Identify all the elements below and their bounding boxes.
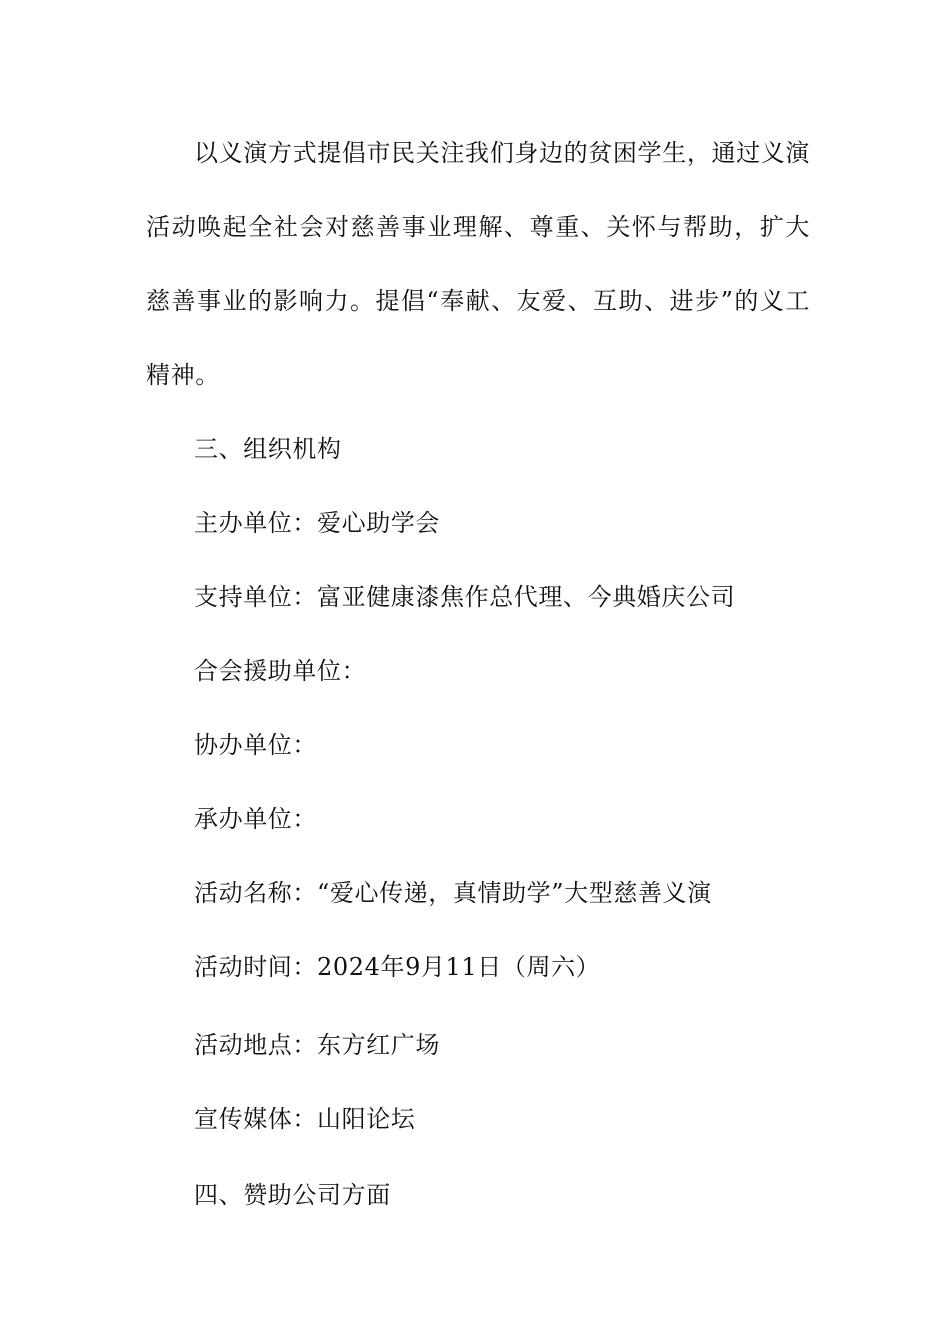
section-heading-sponsors: 四、赞助公司方面 (194, 1181, 391, 1209)
list-item: 支持单位：富亚健康漆焦作总代理、今典婚庆公司 (194, 583, 736, 611)
section-heading-organization: 三、组织机构 (194, 435, 342, 463)
list-item: 协办单位： (194, 731, 317, 759)
list-item: 主办单位：爱心助学会 (194, 509, 440, 537)
list-item: 合会援助单位： (194, 657, 367, 685)
list-item: 活动时间：2024年9月11日（周六） (194, 953, 601, 981)
list-item: 宣传媒体：山阳论坛 (194, 1105, 416, 1133)
list-item: 活动名称：“爱心传递，真情助学”大型慈善义演 (194, 879, 712, 907)
intro-paragraph: 以义演方式提倡市民关注我们身边的贫困学生，通过义演活动唤起全社会对慈善事业理解、尊重、关怀与帮助，扩大慈善事业的影响力。提倡“奉献、友爱、互助、进步”的义工精神。 (146, 139, 810, 389)
list-item: 承办单位： (194, 805, 317, 833)
list-item: 活动地点：东方红广场 (194, 1031, 440, 1059)
